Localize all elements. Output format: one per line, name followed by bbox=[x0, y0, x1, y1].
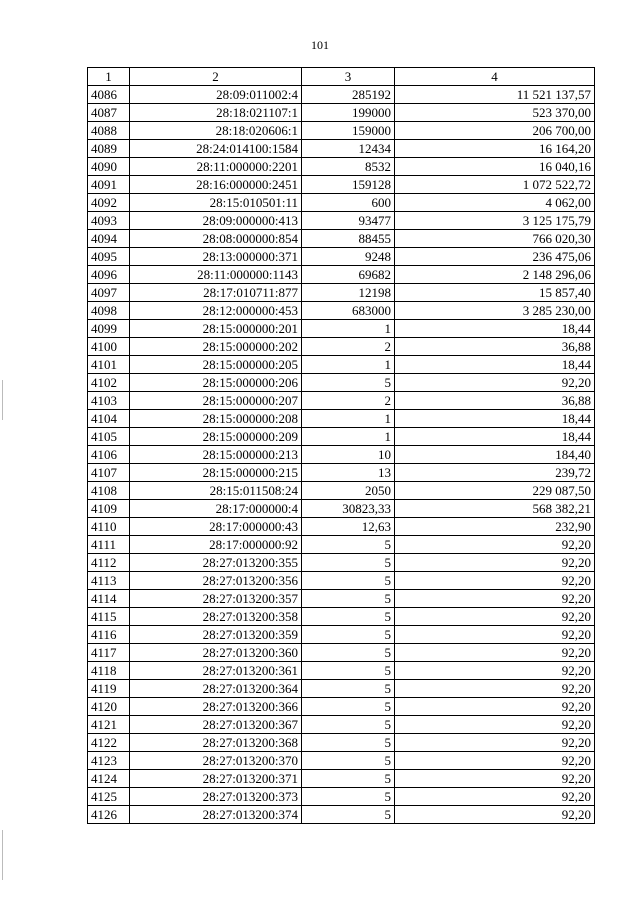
table-row bbox=[88, 536, 595, 554]
area-cell: 10 bbox=[302, 446, 395, 464]
cadastral-number-cell: 28:27:013200:370 bbox=[130, 752, 302, 770]
row-number-cell: 4112 bbox=[88, 554, 130, 572]
table-row bbox=[88, 770, 595, 788]
cadastral-number-cell: 28:11:000000:1143 bbox=[130, 266, 302, 284]
cadastral-number-cell: 28:15:000000:207 bbox=[130, 392, 302, 410]
value-cell: 206 700,00 bbox=[395, 122, 595, 140]
row-number-cell: 4125 bbox=[88, 788, 130, 806]
cadastral-number-cell: 28:27:013200:364 bbox=[130, 680, 302, 698]
table-row bbox=[88, 752, 595, 770]
value-cell: 92,20 bbox=[395, 590, 595, 608]
area-cell: 5 bbox=[302, 374, 395, 392]
row-number-cell: 4101 bbox=[88, 356, 130, 374]
value-cell: 239,72 bbox=[395, 464, 595, 482]
cadastral-number-cell: 28:15:011508:24 bbox=[130, 482, 302, 500]
area-cell: 2050 bbox=[302, 482, 395, 500]
table-row bbox=[88, 806, 595, 824]
area-cell: 2 bbox=[302, 338, 395, 356]
table-row bbox=[88, 158, 595, 176]
cadastral-number-cell: 28:15:000000:201 bbox=[130, 320, 302, 338]
scan-edge-mark bbox=[2, 830, 3, 880]
row-number-cell: 4121 bbox=[88, 716, 130, 734]
value-cell: 92,20 bbox=[395, 608, 595, 626]
cadastral-number-cell: 28:27:013200:358 bbox=[130, 608, 302, 626]
area-cell: 12198 bbox=[302, 284, 395, 302]
page-number: 101 bbox=[311, 38, 329, 52]
row-number-cell: 4105 bbox=[88, 428, 130, 446]
area-cell: 5 bbox=[302, 770, 395, 788]
value-cell: 92,20 bbox=[395, 554, 595, 572]
area-cell: 5 bbox=[302, 608, 395, 626]
cadastral-number-cell: 28:27:013200:356 bbox=[130, 572, 302, 590]
table-row bbox=[88, 320, 595, 338]
value-cell: 92,20 bbox=[395, 698, 595, 716]
row-number-cell: 4119 bbox=[88, 680, 130, 698]
cadastral-number-cell: 28:08:000000:854 bbox=[130, 230, 302, 248]
area-cell: 1 bbox=[302, 428, 395, 446]
table-row bbox=[88, 140, 595, 158]
cadastral-number-cell: 28:27:013200:368 bbox=[130, 734, 302, 752]
value-cell: 15 857,40 bbox=[395, 284, 595, 302]
value-cell: 18,44 bbox=[395, 320, 595, 338]
area-cell: 683000 bbox=[302, 302, 395, 320]
cadastral-number-cell: 28:27:013200:374 bbox=[130, 806, 302, 824]
cadastral-number-cell: 28:13:000000:371 bbox=[130, 248, 302, 266]
table-row bbox=[88, 230, 595, 248]
value-cell: 36,88 bbox=[395, 338, 595, 356]
cadastral-number-cell: 28:09:011002:4 bbox=[130, 86, 302, 104]
value-cell: 92,20 bbox=[395, 680, 595, 698]
value-cell: 18,44 bbox=[395, 428, 595, 446]
row-number-cell: 4111 bbox=[88, 536, 130, 554]
cadastral-number-cell: 28:16:000000:2451 bbox=[130, 176, 302, 194]
table-row bbox=[88, 590, 595, 608]
data-table bbox=[87, 67, 595, 824]
table-row bbox=[88, 392, 595, 410]
row-number-cell: 4116 bbox=[88, 626, 130, 644]
value-cell: 523 370,00 bbox=[395, 104, 595, 122]
area-cell: 5 bbox=[302, 626, 395, 644]
cadastral-number-cell: 28:27:013200:371 bbox=[130, 770, 302, 788]
cadastral-number-cell: 28:27:013200:357 bbox=[130, 590, 302, 608]
cadastral-number-cell: 28:15:000000:209 bbox=[130, 428, 302, 446]
row-number-cell: 4094 bbox=[88, 230, 130, 248]
value-cell: 92,20 bbox=[395, 770, 595, 788]
table-row bbox=[88, 788, 595, 806]
table-body bbox=[88, 86, 595, 824]
cadastral-number-cell: 28:15:010501:11 bbox=[130, 194, 302, 212]
table-row bbox=[88, 410, 595, 428]
table-row bbox=[88, 716, 595, 734]
value-cell: 11 521 137,57 bbox=[395, 86, 595, 104]
table-row bbox=[88, 464, 595, 482]
column-header-2: 2 bbox=[130, 68, 302, 86]
table-row bbox=[88, 212, 595, 230]
area-cell: 13 bbox=[302, 464, 395, 482]
area-cell: 5 bbox=[302, 806, 395, 824]
area-cell: 5 bbox=[302, 572, 395, 590]
row-number-cell: 4108 bbox=[88, 482, 130, 500]
row-number-cell: 4095 bbox=[88, 248, 130, 266]
area-cell: 285192 bbox=[302, 86, 395, 104]
value-cell: 3 125 175,79 bbox=[395, 212, 595, 230]
table-row bbox=[88, 680, 595, 698]
area-cell: 5 bbox=[302, 536, 395, 554]
table-row bbox=[88, 122, 595, 140]
row-number-cell: 4123 bbox=[88, 752, 130, 770]
cadastral-number-cell: 28:15:000000:202 bbox=[130, 338, 302, 356]
table-row bbox=[88, 104, 595, 122]
area-cell: 199000 bbox=[302, 104, 395, 122]
cadastral-number-cell: 28:15:000000:206 bbox=[130, 374, 302, 392]
value-cell: 16 164,20 bbox=[395, 140, 595, 158]
table-row bbox=[88, 734, 595, 752]
value-cell: 18,44 bbox=[395, 410, 595, 428]
column-header-1: 1 bbox=[88, 68, 130, 86]
value-cell: 92,20 bbox=[395, 734, 595, 752]
table-row bbox=[88, 554, 595, 572]
row-number-cell: 4089 bbox=[88, 140, 130, 158]
scan-edge-mark bbox=[2, 380, 3, 420]
row-number-cell: 4104 bbox=[88, 410, 130, 428]
cadastral-number-cell: 28:09:000000:413 bbox=[130, 212, 302, 230]
area-cell: 8532 bbox=[302, 158, 395, 176]
cadastral-number-cell: 28:17:010711:877 bbox=[130, 284, 302, 302]
area-cell: 1 bbox=[302, 410, 395, 428]
value-cell: 92,20 bbox=[395, 644, 595, 662]
area-cell: 600 bbox=[302, 194, 395, 212]
table-row bbox=[88, 626, 595, 644]
row-number-cell: 4099 bbox=[88, 320, 130, 338]
value-cell: 3 285 230,00 bbox=[395, 302, 595, 320]
cadastral-number-cell: 28:27:013200:367 bbox=[130, 716, 302, 734]
row-number-cell: 4110 bbox=[88, 518, 130, 536]
value-cell: 4 062,00 bbox=[395, 194, 595, 212]
area-cell: 1 bbox=[302, 356, 395, 374]
table-row bbox=[88, 518, 595, 536]
value-cell: 92,20 bbox=[395, 716, 595, 734]
cadastral-number-cell: 28:15:000000:205 bbox=[130, 356, 302, 374]
table-header-row bbox=[88, 68, 595, 86]
table-row bbox=[88, 266, 595, 284]
row-number-cell: 4093 bbox=[88, 212, 130, 230]
area-cell: 5 bbox=[302, 590, 395, 608]
table-row bbox=[88, 572, 595, 590]
cadastral-number-cell: 28:18:020606:1 bbox=[130, 122, 302, 140]
area-cell: 12,63 bbox=[302, 518, 395, 536]
table-row bbox=[88, 662, 595, 680]
cadastral-number-cell: 28:27:013200:355 bbox=[130, 554, 302, 572]
value-cell: 236 475,06 bbox=[395, 248, 595, 266]
value-cell: 92,20 bbox=[395, 626, 595, 644]
table-row bbox=[88, 608, 595, 626]
cadastral-number-cell: 28:11:000000:2201 bbox=[130, 158, 302, 176]
value-cell: 16 040,16 bbox=[395, 158, 595, 176]
value-cell: 36,88 bbox=[395, 392, 595, 410]
area-cell: 5 bbox=[302, 716, 395, 734]
cadastral-number-cell: 28:24:014100:1584 bbox=[130, 140, 302, 158]
table-row bbox=[88, 446, 595, 464]
column-header-3: 3 bbox=[302, 68, 395, 86]
row-number-cell: 4103 bbox=[88, 392, 130, 410]
table-row bbox=[88, 428, 595, 446]
area-cell: 159000 bbox=[302, 122, 395, 140]
cadastral-number-cell: 28:15:000000:208 bbox=[130, 410, 302, 428]
cadastral-number-cell: 28:27:013200:360 bbox=[130, 644, 302, 662]
row-number-cell: 4114 bbox=[88, 590, 130, 608]
cadastral-number-cell: 28:18:021107:1 bbox=[130, 104, 302, 122]
row-number-cell: 4086 bbox=[88, 86, 130, 104]
row-number-cell: 4100 bbox=[88, 338, 130, 356]
area-cell: 5 bbox=[302, 698, 395, 716]
row-number-cell: 4126 bbox=[88, 806, 130, 824]
cadastral-number-cell: 28:17:000000:4 bbox=[130, 500, 302, 518]
area-cell: 5 bbox=[302, 752, 395, 770]
cadastral-number-cell: 28:27:013200:361 bbox=[130, 662, 302, 680]
value-cell: 766 020,30 bbox=[395, 230, 595, 248]
column-header-4: 4 bbox=[395, 68, 595, 86]
area-cell: 30823,33 bbox=[302, 500, 395, 518]
table-row bbox=[88, 86, 595, 104]
area-cell: 2 bbox=[302, 392, 395, 410]
value-cell: 92,20 bbox=[395, 788, 595, 806]
area-cell: 12434 bbox=[302, 140, 395, 158]
row-number-cell: 4117 bbox=[88, 644, 130, 662]
table-row bbox=[88, 284, 595, 302]
row-number-cell: 4118 bbox=[88, 662, 130, 680]
cadastral-number-cell: 28:17:000000:92 bbox=[130, 536, 302, 554]
area-cell: 5 bbox=[302, 662, 395, 680]
value-cell: 92,20 bbox=[395, 662, 595, 680]
row-number-cell: 4087 bbox=[88, 104, 130, 122]
row-number-cell: 4115 bbox=[88, 608, 130, 626]
cadastral-number-cell: 28:15:000000:215 bbox=[130, 464, 302, 482]
value-cell: 92,20 bbox=[395, 374, 595, 392]
cadastral-number-cell: 28:15:000000:213 bbox=[130, 446, 302, 464]
cadastral-number-cell: 28:27:013200:359 bbox=[130, 626, 302, 644]
row-number-cell: 4106 bbox=[88, 446, 130, 464]
row-number-cell: 4096 bbox=[88, 266, 130, 284]
row-number-cell: 4097 bbox=[88, 284, 130, 302]
row-number-cell: 4124 bbox=[88, 770, 130, 788]
cadastral-number-cell: 28:17:000000:43 bbox=[130, 518, 302, 536]
row-number-cell: 4120 bbox=[88, 698, 130, 716]
area-cell: 5 bbox=[302, 788, 395, 806]
area-cell: 5 bbox=[302, 734, 395, 752]
row-number-cell: 4090 bbox=[88, 158, 130, 176]
value-cell: 18,44 bbox=[395, 356, 595, 374]
table-row bbox=[88, 482, 595, 500]
area-cell: 9248 bbox=[302, 248, 395, 266]
table-row bbox=[88, 644, 595, 662]
row-number-cell: 4109 bbox=[88, 500, 130, 518]
table-row bbox=[88, 248, 595, 266]
value-cell: 2 148 296,06 bbox=[395, 266, 595, 284]
value-cell: 568 382,21 bbox=[395, 500, 595, 518]
table-row bbox=[88, 374, 595, 392]
value-cell: 92,20 bbox=[395, 806, 595, 824]
table-row bbox=[88, 338, 595, 356]
area-cell: 159128 bbox=[302, 176, 395, 194]
value-cell: 92,20 bbox=[395, 572, 595, 590]
cadastral-number-cell: 28:27:013200:373 bbox=[130, 788, 302, 806]
area-cell: 93477 bbox=[302, 212, 395, 230]
table-row bbox=[88, 500, 595, 518]
table-row bbox=[88, 698, 595, 716]
cadastral-number-cell: 28:12:000000:453 bbox=[130, 302, 302, 320]
table-row bbox=[88, 302, 595, 320]
row-number-cell: 4098 bbox=[88, 302, 130, 320]
table-row bbox=[88, 356, 595, 374]
cadastral-number-cell: 28:27:013200:366 bbox=[130, 698, 302, 716]
area-cell: 5 bbox=[302, 680, 395, 698]
value-cell: 229 087,50 bbox=[395, 482, 595, 500]
row-number-cell: 4113 bbox=[88, 572, 130, 590]
area-cell: 5 bbox=[302, 554, 395, 572]
value-cell: 184,40 bbox=[395, 446, 595, 464]
area-cell: 69682 bbox=[302, 266, 395, 284]
row-number-cell: 4092 bbox=[88, 194, 130, 212]
table-row bbox=[88, 176, 595, 194]
row-number-cell: 4088 bbox=[88, 122, 130, 140]
value-cell: 92,20 bbox=[395, 536, 595, 554]
value-cell: 232,90 bbox=[395, 518, 595, 536]
row-number-cell: 4102 bbox=[88, 374, 130, 392]
value-cell: 1 072 522,72 bbox=[395, 176, 595, 194]
value-cell: 92,20 bbox=[395, 752, 595, 770]
row-number-cell: 4091 bbox=[88, 176, 130, 194]
area-cell: 1 bbox=[302, 320, 395, 338]
row-number-cell: 4107 bbox=[88, 464, 130, 482]
table-row bbox=[88, 194, 595, 212]
area-cell: 88455 bbox=[302, 230, 395, 248]
area-cell: 5 bbox=[302, 644, 395, 662]
row-number-cell: 4122 bbox=[88, 734, 130, 752]
